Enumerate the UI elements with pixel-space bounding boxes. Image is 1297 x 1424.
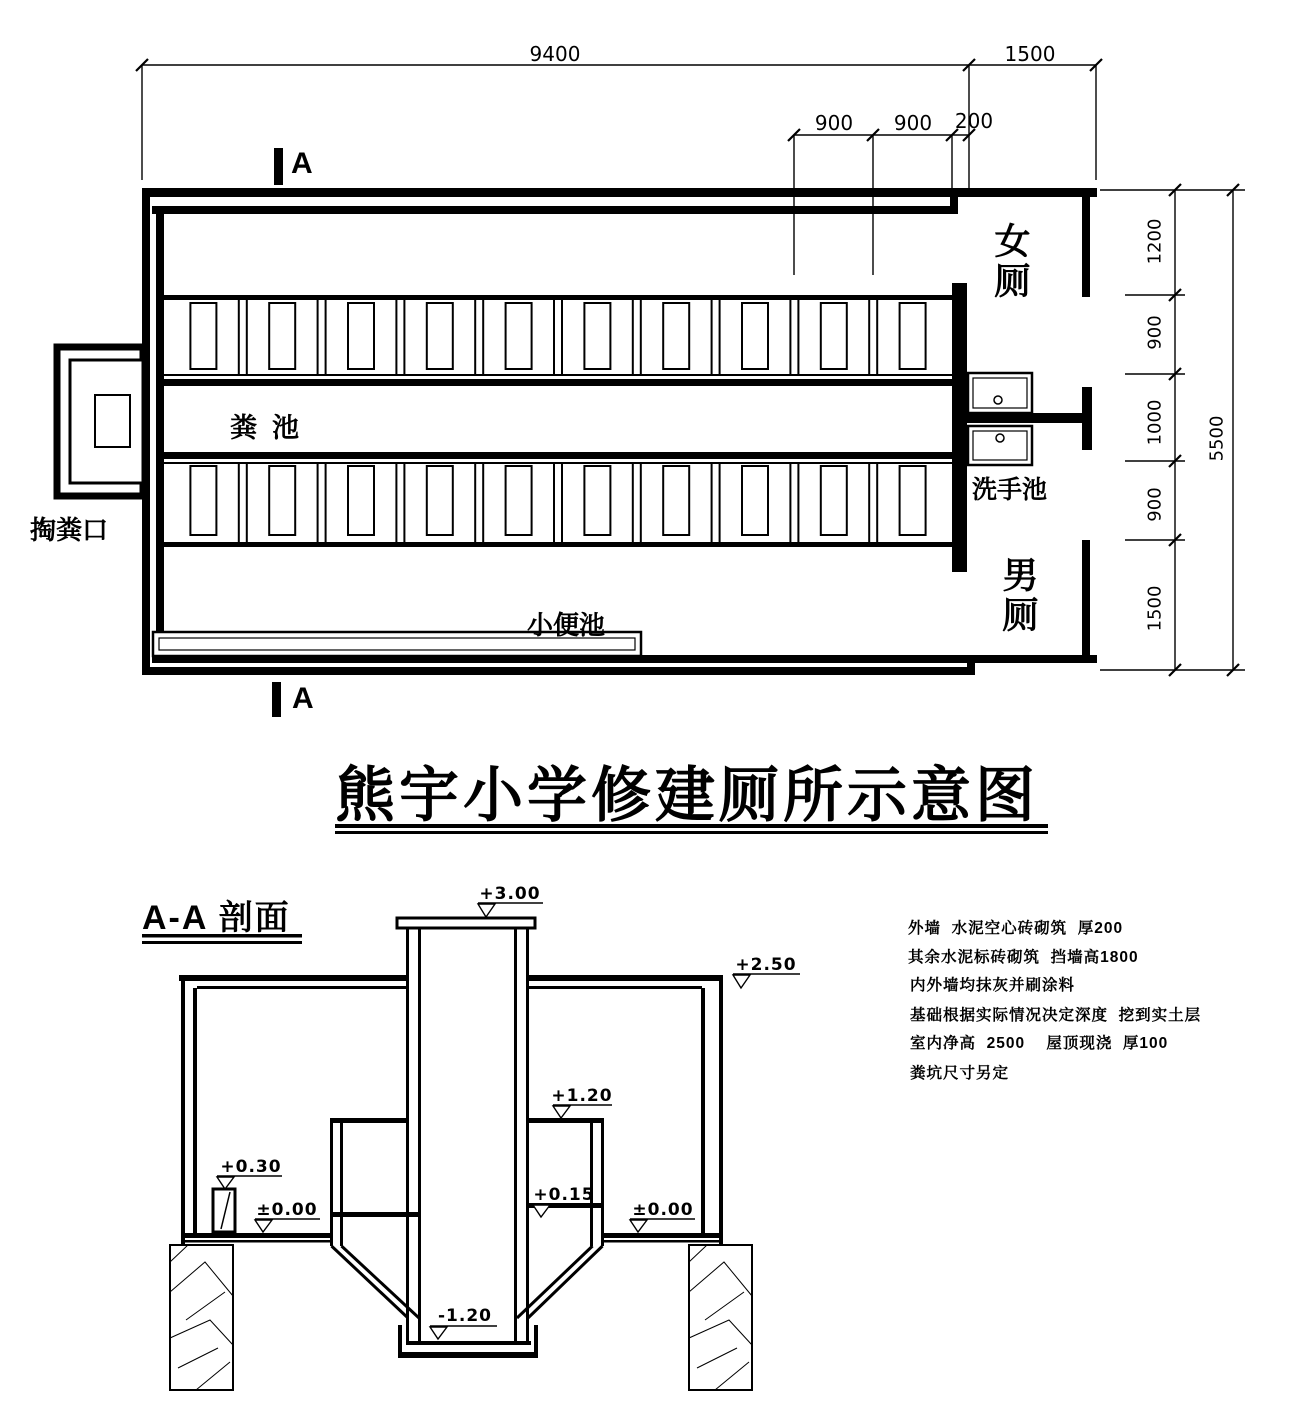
label-male-toilet: 男厕 bbox=[998, 556, 1039, 636]
elevation-cap: +3.00 bbox=[479, 884, 541, 904]
dim-top-9400: 9400 bbox=[529, 42, 581, 66]
wall-top-joint bbox=[950, 188, 958, 214]
floor-left bbox=[185, 1233, 333, 1238]
dim-sub-200: 200 bbox=[954, 109, 994, 133]
dim-right-1200: 1200 bbox=[1144, 218, 1166, 265]
floor-right bbox=[601, 1233, 719, 1238]
note-line-2: 其余水泥标砖砌筑 挡墙高1800 bbox=[908, 949, 1139, 966]
pit-channel-top bbox=[164, 379, 952, 386]
label-scoop-opening: 掏粪口 bbox=[30, 515, 109, 545]
section-mark-letter-top: A bbox=[291, 147, 313, 180]
dim-top-1500: 1500 bbox=[1004, 42, 1056, 66]
dim-right-900b: 900 bbox=[1144, 487, 1166, 522]
dim-right-5500: 5500 bbox=[1206, 415, 1228, 462]
basin-drain-icon bbox=[996, 434, 1004, 442]
dim-right-1500: 1500 bbox=[1144, 585, 1166, 632]
note-line-5: 室内净高 2500 屋顶现浇 厚100 bbox=[910, 1035, 1169, 1052]
stall-row2-bottom bbox=[164, 542, 952, 547]
elevation-pit: -1.20 bbox=[438, 1306, 492, 1326]
note-line-1: 外墙 水泥空心砖砌筑 厚200 bbox=[908, 920, 1124, 937]
note-line-3: 内外墙均抹灰并刷涂料 bbox=[910, 977, 1076, 994]
stall-row1-top bbox=[164, 295, 952, 300]
section-mark-letter-bottom: A bbox=[292, 682, 314, 715]
dim-right-900a: 900 bbox=[1144, 315, 1166, 350]
wall-right-bottom bbox=[1082, 540, 1090, 663]
pit-channel-bottom bbox=[164, 452, 952, 459]
dim-right-1000: 1000 bbox=[1144, 399, 1166, 446]
scoop-opening-box bbox=[57, 347, 143, 496]
wall-middle bbox=[967, 413, 1092, 423]
roof-left bbox=[179, 975, 406, 981]
wall-left-inner bbox=[156, 206, 164, 663]
curb-wall bbox=[213, 1189, 235, 1232]
elevation-platform: +1.20 bbox=[551, 1086, 613, 1106]
note-line-4: 基础根据实际情况决定深度 挖到实土层 bbox=[910, 1007, 1202, 1024]
elevation-step: +0.15 bbox=[533, 1185, 595, 1205]
wall-right-top bbox=[1082, 192, 1090, 297]
wall-partition bbox=[952, 283, 967, 572]
label-wash-basin: 洗手池 bbox=[972, 476, 1048, 504]
squat-pans bbox=[190, 303, 925, 535]
foundation-right bbox=[689, 1245, 752, 1390]
elevation-roof: +2.50 bbox=[735, 955, 797, 975]
dim-sub-900b: 900 bbox=[893, 111, 933, 135]
wall-top-inner bbox=[152, 206, 958, 214]
vent-cap bbox=[397, 918, 535, 928]
wall-bottom-outer bbox=[142, 667, 975, 675]
wall-right bbox=[719, 975, 723, 1245]
elevation-curb: +0.30 bbox=[220, 1157, 282, 1177]
wall-bottom-joint bbox=[967, 655, 975, 675]
wall-left bbox=[181, 975, 185, 1245]
page-title: 熊宇小学修建厕所示意图 bbox=[335, 762, 1039, 829]
label-manure-pit: 粪 池 bbox=[230, 413, 300, 443]
dim-sub-900a: 900 bbox=[814, 111, 854, 135]
basin-drain-icon bbox=[994, 396, 1002, 404]
stall-row1-bottom bbox=[164, 374, 952, 376]
label-female-toilet: 女厕 bbox=[990, 222, 1031, 302]
foundation-left bbox=[170, 1245, 233, 1390]
elevation-floor-left: ±0.00 bbox=[256, 1200, 318, 1220]
label-urinal: 小便池 bbox=[527, 610, 606, 640]
note-line-6: 粪坑尺寸另定 bbox=[910, 1065, 1010, 1082]
roof-right bbox=[528, 975, 721, 981]
section-view-label: A-A 剖面 bbox=[142, 899, 291, 937]
elevation-floor-right: ±0.00 bbox=[632, 1200, 694, 1220]
stall-row2-top bbox=[164, 462, 952, 464]
stall-partitions bbox=[238, 300, 878, 542]
